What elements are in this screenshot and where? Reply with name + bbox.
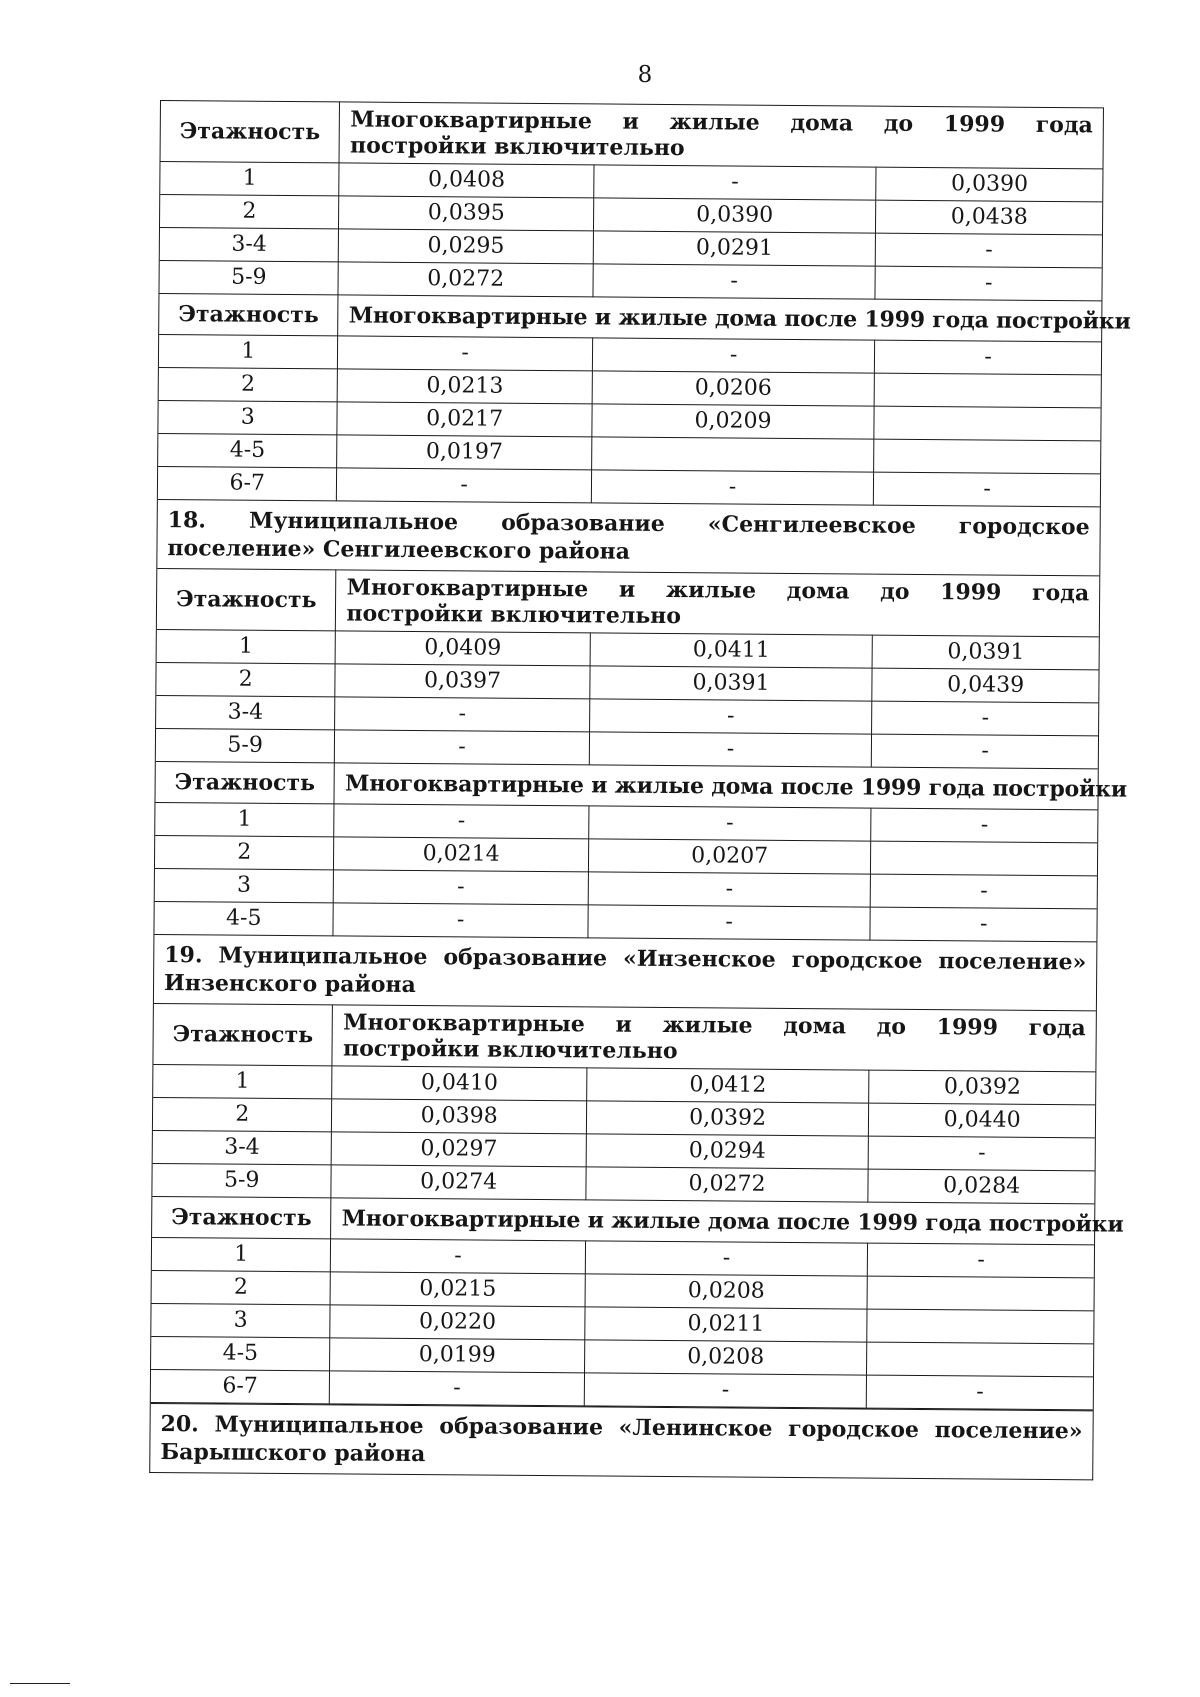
floor-cell: 2 [153,1097,332,1131]
value-cell: 0,0410 [332,1066,587,1101]
value-cell [874,439,1100,474]
building-group-header: Многоквартирные и жилые дома до 1999 года постройки включительно [339,102,1102,169]
floor-cell: 1 [160,162,339,196]
value-cell: 0,0217 [337,402,592,437]
value-cell: 0,0206 [592,371,875,406]
floor-cell: 3 [151,1303,330,1337]
value-cell: 0,0438 [876,200,1102,235]
value-cell: - [334,804,589,839]
floor-column-header: Этажность [152,1196,331,1238]
value-cell [867,1276,1093,1311]
floor-cell: 1 [153,1064,332,1098]
value-cell: - [868,1243,1094,1278]
building-group-header: Многоквартирные и жилые дома после 1999 года постройки [331,1198,1094,1245]
floor-cell: 3 [158,400,337,434]
value-cell: - [867,1375,1093,1410]
value-cell: 0,0390 [593,198,876,233]
value-cell [591,437,874,472]
value-cell: - [594,165,877,200]
value-cell [875,373,1101,408]
value-cell: - [338,336,593,371]
floor-cell: 3 [155,868,334,902]
value-cell: - [871,874,1097,909]
value-cell: - [334,870,589,905]
floor-cell: 5-9 [159,261,338,295]
value-cell: - [872,701,1098,736]
floor-cell: 4-5 [154,901,333,935]
value-cell: 0,0272 [338,262,593,297]
value-cell: 0,0197 [337,435,592,470]
section-19-title: 19. Муниципальное образование «Инзенское городское поселение» Инзенского района [163,942,1087,999]
value-cell: 0,0411 [590,633,873,668]
value-cell [874,406,1100,441]
floor-column-header: Этажность [157,568,336,630]
value-cell [867,1342,1093,1377]
floor-cell: 4-5 [151,1336,330,1370]
value-cell: 0,0392 [586,1101,869,1136]
floor-column-header: Этажность [159,294,338,336]
value-cell: - [874,472,1100,507]
floor-cell: 6-7 [158,466,337,500]
value-cell: 0,0390 [876,167,1102,202]
value-cell: - [585,1241,868,1276]
value-cell: 0,0272 [586,1167,869,1202]
value-cell: 0,0439 [872,668,1098,703]
value-cell: 0,0284 [868,1169,1094,1204]
value-cell [871,841,1097,876]
floor-cell: 2 [159,367,338,401]
table-section-19 [151,1003,1124,1410]
floor-cell: 2 [155,835,334,869]
value-cell: 0,0199 [330,1338,585,1373]
table-header-row [161,101,1103,169]
floor-cell: 1 [155,802,334,836]
value-cell: - [593,264,876,299]
value-cell: - [584,1373,867,1408]
value-cell: 0,0215 [331,1272,586,1307]
value-cell: - [871,808,1097,843]
value-cell: 0,0412 [586,1068,869,1103]
value-cell: - [870,907,1096,942]
value-cell: 0,0295 [339,229,594,264]
value-cell: 0,0440 [869,1103,1095,1138]
value-cell: 0,0409 [336,631,591,666]
value-cell: - [589,806,872,841]
floor-cell: 1 [159,335,338,369]
value-cell: 0,0220 [330,1305,585,1340]
value-cell: 0,0207 [588,839,871,874]
value-cell: 0,0209 [592,404,875,439]
floor-cell: 5-9 [156,728,335,762]
value-cell: 0,0213 [338,369,593,404]
value-cell: 0,0291 [593,231,876,266]
section-20-title: 20. Муниципальное образование «Ленинское городское поселение» Барышского района [150,1403,1093,1479]
value-cell: - [869,1136,1095,1171]
value-cell: 0,0208 [585,1274,868,1309]
value-cell: - [875,340,1101,375]
value-cell: 0,0294 [586,1134,869,1169]
value-cell: 0,0297 [332,1132,587,1167]
floor-column-header: Этажность [155,761,334,803]
value-cell: - [589,732,872,767]
floor-cell: 5-9 [152,1163,331,1197]
value-cell: - [876,233,1102,268]
section-18-title: 18. Муниципальное образование «Сенгилеевское городское поселение» Сенгилеевского района [167,507,1090,565]
floor-cell: 2 [152,1270,331,1304]
value-cell: - [588,905,871,940]
value-cell: - [335,697,590,732]
value-cell: - [589,699,872,734]
value-cell: - [335,730,590,765]
page-number: 8 [637,62,653,88]
table-header-row [153,1003,1095,1071]
floor-cell: 2 [160,195,339,229]
value-cell: - [331,1239,586,1274]
document-body [149,100,1131,1480]
value-cell [867,1309,1093,1344]
table-section-18 [154,568,1128,942]
value-cell: 0,0391 [872,635,1098,670]
floor-cell: 1 [152,1237,331,1271]
value-cell: 0,0391 [590,666,873,701]
value-cell: 0,0214 [334,837,589,872]
floor-column-header: Этажность [161,101,340,163]
value-cell: 0,0398 [332,1099,587,1134]
value-cell: - [872,734,1098,769]
floor-cell: 2 [156,662,335,696]
value-cell: - [592,338,875,373]
value-cell: 0,0274 [331,1165,586,1200]
value-cell: - [588,872,871,907]
value-cell: - [330,1371,585,1406]
value-cell: 0,0392 [869,1070,1095,1105]
value-cell: - [337,468,592,503]
value-cell: 0,0211 [585,1307,868,1342]
value-cell: 0,0395 [339,196,594,231]
table-header-row [157,568,1099,636]
floor-cell: 3-4 [156,695,335,729]
building-group-header: Многоквартирные и жилые дома до 1999 года постройки включительно [336,570,1099,637]
floor-cell: 3-4 [160,228,339,262]
footer-rule [10,1683,70,1684]
value-cell: - [333,903,588,938]
building-group-header: Многоквартирные и жилые дома после 1999 года постройки [334,763,1097,810]
value-cell: 0,0208 [584,1340,867,1375]
floor-cell: 6-7 [151,1369,330,1403]
floor-cell: 1 [157,629,336,663]
value-cell: - [591,470,874,505]
floor-column-header: Этажность [153,1003,332,1065]
building-group-header: Многоквартирные и жилые дома до 1999 года постройки включительно [332,1005,1095,1072]
floor-cell: 4-5 [158,433,337,467]
value-cell: 0,0408 [339,163,594,198]
table-top-section [158,100,1131,507]
building-group-header: Многоквартирные и жилые дома после 1999 года постройки [338,295,1101,342]
floor-cell: 3-4 [153,1130,332,1164]
value-cell: 0,0397 [335,664,590,699]
value-cell: - [875,266,1101,301]
